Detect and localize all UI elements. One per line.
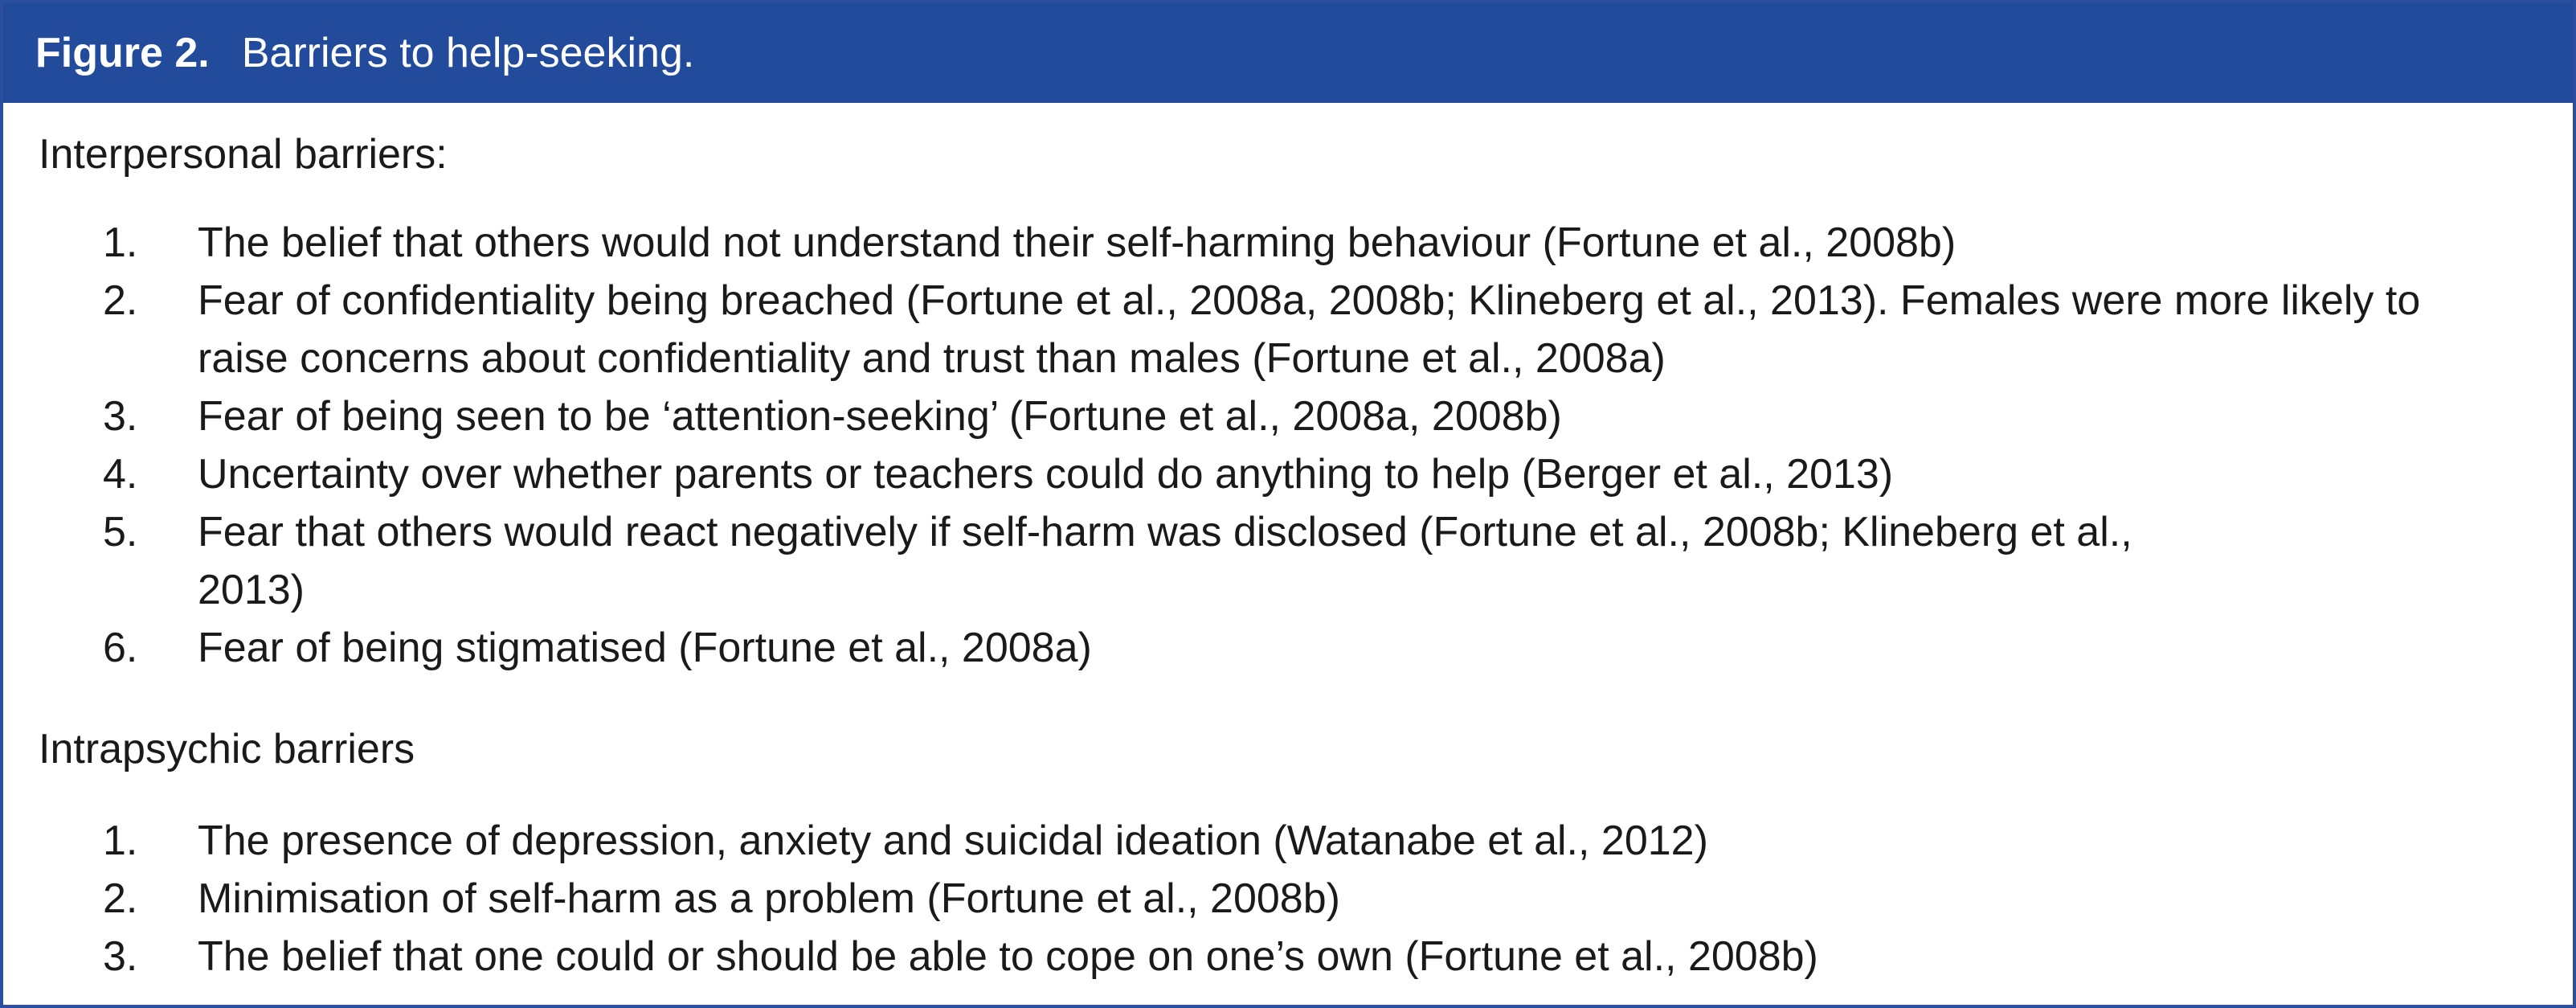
list-item [3,503,2573,619]
list-item-number: 2. [103,875,138,922]
list-item [3,870,2573,928]
list-item-text: Fear of confidentiality being breached (Fortune et al., 2008a, 2008b; Klineberg et al., 2013). Females were more likely to raise concerns about confidentiality and trust than males (Fortune et al., 2008a) [198,277,2421,382]
list-item-text: The belief that others would not understand their self-harming behaviour (Fortune et al., 2008b) [198,219,1957,266]
figure-label: Figure 2. [35,30,210,76]
list-intrapsychic-barriers [3,812,2573,985]
list-item [3,445,2573,503]
list-interpersonal-barriers [3,214,2573,677]
list-item-text: Fear of being seen to be ‘attention-seeking’ (Fortune et al., 2008a, 2008b) [198,393,1562,440]
list-item [3,619,2573,677]
list-item [3,214,2573,272]
list-item-text: Minimisation of self-harm as a problem (Fortune et al., 2008b) [198,875,1340,922]
list-item [3,812,2573,870]
list-item-number: 3. [103,393,138,440]
list-item-text: The belief that one could or should be able to cope on one’s own (Fortune et al., 2008b) [198,933,1818,980]
list-item-number: 1. [103,817,138,864]
list-item-number: 4. [103,451,138,498]
list-item-number: 6. [103,625,138,671]
list-item-number: 5. [103,509,138,555]
figure-header [3,3,2573,103]
list-item-text: Fear of being stigmatised (Fortune et al., 2008a) [198,625,1092,671]
section-heading-intrapsychic: Intrapsychic barriers [39,726,415,772]
list-item-text: The presence of depression, anxiety and suicidal ideation (Watanabe et al., 2012) [198,817,1708,864]
list-item [3,387,2573,445]
list-item [3,272,2573,387]
list-item-number: 2. [103,277,138,324]
list-item-number: 1. [103,219,138,266]
figure-caption: Barriers to help-seeking. [241,30,695,76]
list-item-number: 3. [103,933,138,980]
list-item [3,928,2573,985]
list-item-text: Fear that others would react negatively if self-harm was disclosed (Fortune et al., 2008b; Klineberg et al., 2013) [198,509,2132,613]
section-heading-interpersonal: Interpersonal barriers: [39,131,448,178]
list-item-text: Uncertainty over whether parents or teachers could do anything to help (Berger et al., 2013) [198,451,1894,498]
